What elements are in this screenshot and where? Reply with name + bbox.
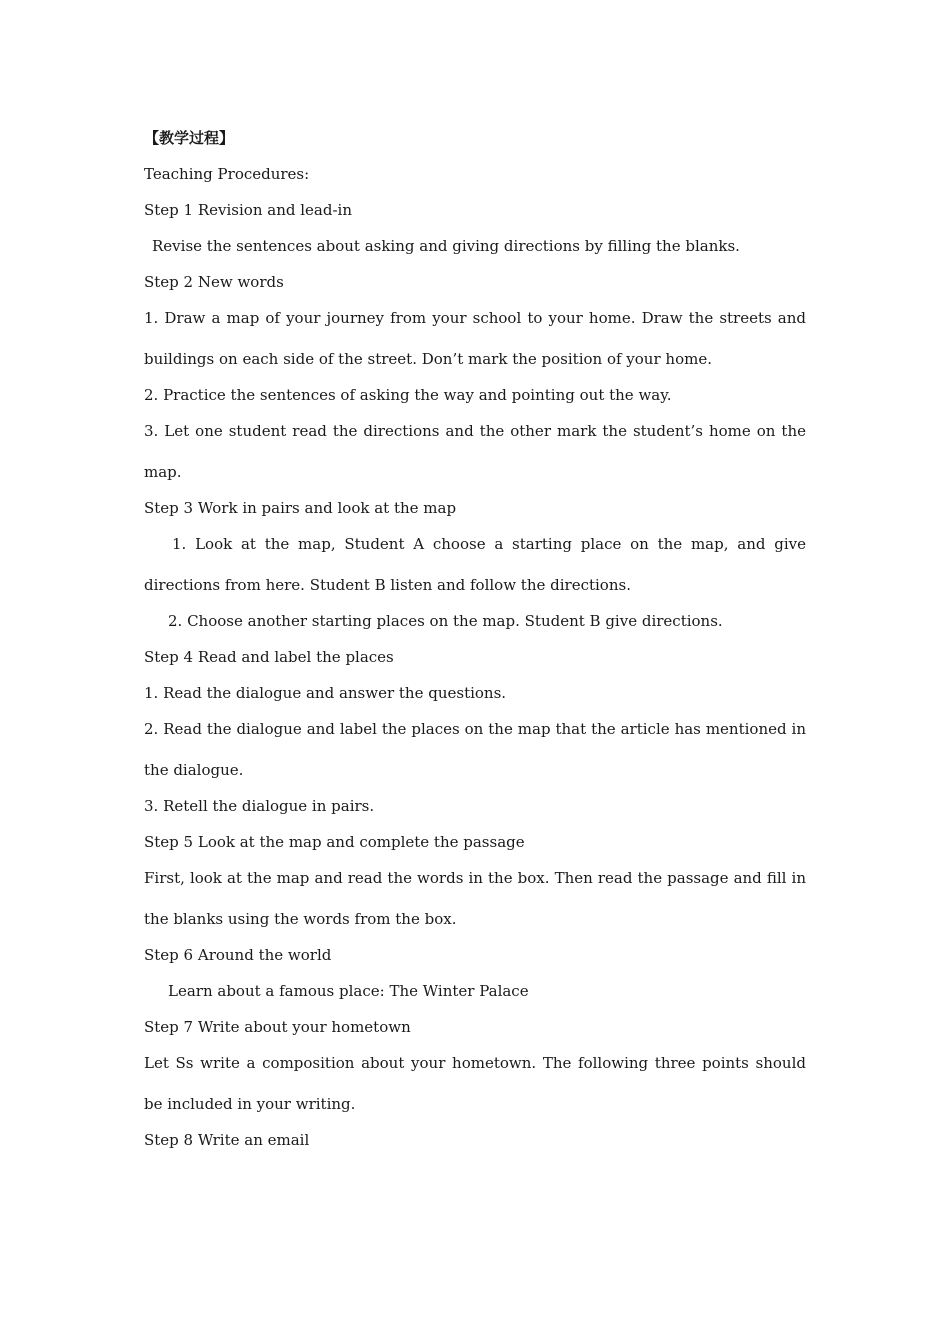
step-1-item-1: Revise the sentences about asking and giving directions by filling the blanks.: [152, 237, 740, 255]
step-2-item-1: 1. Draw a map of your journey from your school to your home. Draw the streets and buildings on each side of the street. Don’t mark the position of your home.: [144, 309, 806, 368]
step-6-heading: Step 6 Around the world: [144, 946, 332, 964]
document-body: [144, 120, 806, 1158]
step-5-heading: Step 5 Look at the map and complete the passage: [144, 833, 525, 851]
step-3-heading: Step 3 Work in pairs and look at the map: [144, 499, 457, 517]
step-4-item-2: 2. Read the dialogue and label the places on the map that the article has mentioned in the dialogue.: [144, 720, 806, 779]
step-7-item-1: Let Ss write a composition about your hometown. The following three points should be included in your writing.: [144, 1054, 806, 1113]
step-2-item-2: 2. Practice the sentences of asking the way and pointing out the way.: [144, 386, 672, 404]
step-1-heading: Step 1 Revision and lead-in: [144, 201, 352, 219]
step-2-heading: Step 2 New words: [144, 273, 284, 291]
step-7-heading: Step 7 Write about your hometown: [144, 1018, 411, 1036]
step-5-item-1: First, look at the map and read the words in the box. Then read the passage and fill in the blanks using the words from the box.: [144, 869, 806, 928]
section-title: 【教学过程】: [144, 129, 235, 147]
step-3-item-1: 1. Look at the map, Student A choose a starting place on the map, and give directions from here. Student B listen and follow the directions.: [144, 535, 806, 594]
step-8-heading: Step 8 Write an email: [144, 1131, 310, 1149]
step-3-item-2: 2. Choose another starting places on the map. Student B give directions.: [168, 612, 723, 630]
step-2-item-3: 3. Let one student read the directions and the other mark the student’s home on the map.: [144, 422, 806, 481]
step-4-item-1: 1. Read the dialogue and answer the questions.: [144, 684, 507, 702]
procedures-label: Teaching Procedures:: [144, 165, 310, 183]
step-4-item-3: 3. Retell the dialogue in pairs.: [144, 797, 375, 815]
step-4-heading: Step 4 Read and label the places: [144, 648, 394, 666]
step-6-item-1: Learn about a famous place: The Winter Palace: [168, 982, 529, 1000]
